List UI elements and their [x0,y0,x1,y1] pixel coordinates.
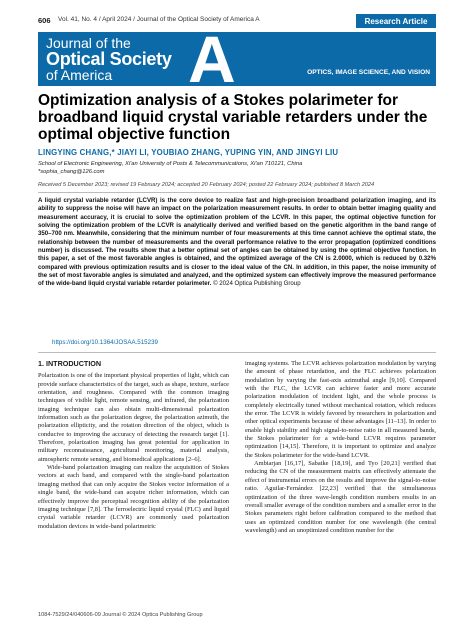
author-list: LINGYING CHANG,* JIAYI LI, YOUBIAO ZHANG, YUPING YIN, AND JINGYI LIU [38,148,339,157]
abstract [38,197,436,289]
body-paragraph: imaging systems. The LCVR achieves polarization modulation by varying the amount of phase retardation, and the FLC achieves polarization modulation by varying the fast-axis azimuthal angle [9,10]. Compared with the FLC, the LCVR can achieve faster and more accurate polarization modulation of incident light, and the whole process is completely electrically tuned without mechanical rotation, which reduces the error. The LCVR is widely favored by researchers in polarization and other optical experiments because of these advantages [11–13]. In order to enable high stability and high signal-to-noise ratio in all measured bands, the Stokes polarimeter for a wide-band LCVR requires parameter optimization [14,15]. Therefore, it is important to optimize and analyze the Stokes polarimeter for the wide-band LCVR. [245,360,436,459]
right-column [245,360,436,535]
journal-logo-letter: A [188,32,236,86]
abstract-text: A liquid crystal variable retarder (LCVR) is the core device to realize fast and high-precision broadband polarization imaging, and its ability to suppress the noise will have an impact on the polarization measurement results. In order to obtain better imaging quality and measurement accuracy, it is crucial to solve the optimization problem of the LCVR. In this paper, the optimal objective function for solving the optimization problem of the LCVR is analytically derived and verified based on the genetic algorithm in the band range of 350–700 nm. Meanwhile, considering that the minimum number of four measurements at this time cannot achieve the optimal state, the relationship between the number of measurements and the overall performance relative to the error propagation (optimized conditions number) is discussed. The results show that a better optimal set of angles can be obtained by using the optimal objective function. In this paper, a set of the most favorable angles is obtained, and the optimized average of the CN is 2.0000, which is reduced by 0.32% compared with previous optimization results and is closer to the ideal value of the CN. In addition, in this paper, the noise immunity of the set of most favorable angles is simulated and analyzed, and the optimized system can effectively improve the measured performance of the wide-band liquid crystal variable retarder polarimeter. [38,197,436,288]
volume-info: Vol. 41, No. 4 / April 2024 / Journal of the Optical Society of America A [58,16,260,23]
article-type-badge: Research Article [356,14,436,28]
journal-tagline: OPTICS, IMAGE SCIENCE, AND VISION [307,69,430,76]
corresponding-email[interactable]: *sophia_chang@126.com [38,168,105,175]
publication-dates: Received 5 December 2023; revised 19 February 2024; accepted 20 February 2024; posted 22 February 2024; published 8 March 2024 [38,182,375,188]
doi-link[interactable]: https://doi.org/10.1364/JOSAA.515239 [52,339,158,346]
copyright-notice: © 2024 Optica Publishing Group [213,280,301,288]
journal-banner [38,32,436,86]
body-paragraph: Polarization is one of the important physical properties of light, which can provide surface characteristics of the target, such as shape, texture, surface orientation, and roughness. Compared with the common imaging techniques of visible light, remote sensing, and infrared, the polarization imaging technique can also obtain multi-dimensional polarization information such as the polarization degree, the polarization azimuth, the polarization ellipticity, and the rotation direction of the object, which is conducive to improving the accuracy of detecting the research target [1]. Therefore, polarization imaging has great potential for application in military reconnaissance, agricultural monitoring, material analysis, atmospheric remote sensing, and biomedical applications [2–6]. [38,372,229,463]
affiliation-block [38,161,436,176]
article-title: Optimization analysis of a Stokes polarimeter for broadband liquid crystal variable retarders under the optimal objective function [38,92,428,143]
left-column [38,360,229,531]
page-number: 606 [38,16,51,25]
divider [38,352,436,353]
page-footer: 1084-7529/24/040606-09 Journal © 2024 Optica Publishing Group [38,612,203,618]
section-heading: 1. INTRODUCTION [38,359,102,368]
running-header [38,14,436,30]
body-paragraph: Ambiarjan [16,17], Sabatke [18,19], and Tyo [20,21] verified that reducing the CN of the measurement matrix can effectively attenuate the effect of instrumental errors on the results and improve the signal-to-noise ratio. Aguilar-Fernández [22,23] verified that the simultaneous optimization of the three wave-length condition numbers results in an overall smaller average of the condition numbers and a smaller error in the Stokes parameters right before calibration compared to the method that uses an optimized condition number for one wavelength (the central wavelength) and an unoptimized condition number for the [245,460,436,534]
divider [38,192,436,193]
affiliation: School of Electronic Engineering, Xi'an University of Posts & Telecommunications, Xi'an 710121, China [38,161,303,167]
journal-name-line1: Journal of the [46,35,131,51]
journal-name-line2: Optical Society [46,49,172,69]
journal-name-line3: of America [46,67,113,83]
body-paragraph: Wide-band polarization imaging can realize the acquisition of Stokes vectors at each band, and compared with the single-band polarization imaging method that can only acquire the Stokes vector information of a single band, the wide-band can acquire richer information, which can effectively improve the perceptual recognition ability of the polarization imaging technique [7,8]. The ferroelectric liquid crystal (FLC) and liquid crystal variable retarder (LCVR) are commonly used polarization modulation devices in wide-band polarimetric [38,464,229,530]
